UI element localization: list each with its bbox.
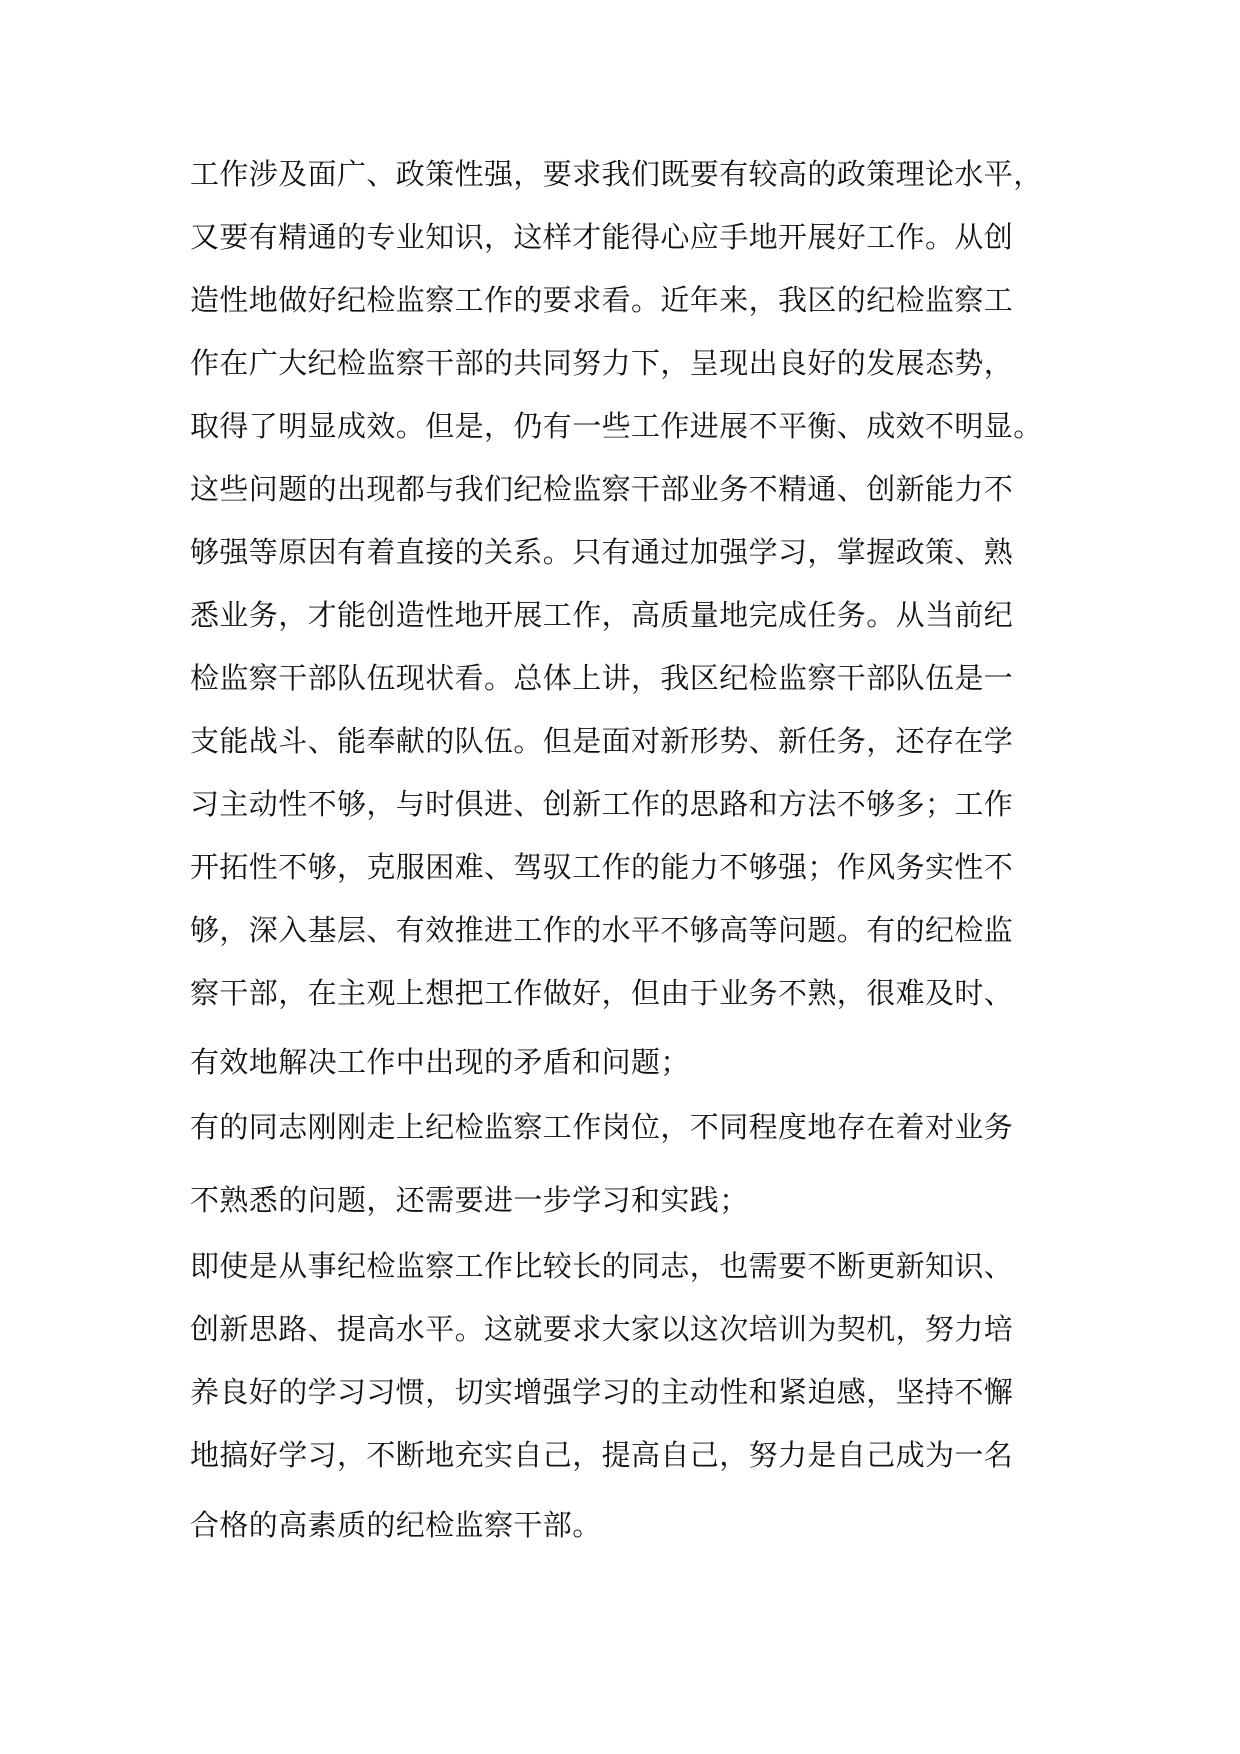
text-line-5: 取得了明显成效。但是，仍有一些工作进展不平衡、成效不明显。	[190, 409, 1043, 443]
text-line-13: 够，深入基层、有效推进工作的水平不够高等问题。有的纪检监	[190, 913, 1014, 947]
text-line-1: 工作涉及面广、政策性强，要求我们既要有较高的政策理论水平，	[190, 157, 1043, 191]
text-line-12: 开拓性不够，克服困难、驾驭工作的能力不够强；作风务实性不	[190, 850, 1014, 884]
text-line-8: 悉业务，才能创造性地开展工作，高质量地完成任务。从当前纪	[190, 598, 1014, 632]
text-line-18: 即使是从事纪检监察工作比较长的同志，也需要不断更新知识、	[190, 1249, 1014, 1283]
text-line-20: 养良好的学习习惯，切实增强学习的主动性和紧迫感，坚持不懈	[190, 1375, 1014, 1409]
text-line-14: 察干部，在主观上想把工作做好，但由于业务不熟，很难及时、	[190, 976, 1014, 1010]
text-line-16: 有的同志刚刚走上纪检监察工作岗位，不同程度地存在着对业务	[190, 1110, 1014, 1144]
text-line-15: 有效地解决工作中出现的矛盾和问题；	[190, 1045, 690, 1079]
text-line-17: 不熟悉的问题，还需要进一步学习和实践；	[190, 1183, 749, 1217]
text-line-22: 合格的高素质的纪检监察干部。	[190, 1508, 602, 1542]
text-line-21: 地搞好学习，不断地充实自己，提高自己，努力是自己成为一名	[190, 1438, 1014, 1472]
text-line-4: 作在广大纪检监察干部的共同努力下，呈现出良好的发展态势，	[190, 346, 1014, 380]
text-line-3: 造性地做好纪检监察工作的要求看。近年来，我区的纪检监察工	[190, 283, 1014, 317]
text-line-19: 创新思路、提高水平。这就要求大家以这次培训为契机，努力培	[190, 1312, 1014, 1346]
text-line-6: 这些问题的出现都与我们纪检监察干部业务不精通、创新能力不	[190, 472, 1014, 506]
text-line-7: 够强等原因有着直接的关系。只有通过加强学习，掌握政策、熟	[190, 535, 1014, 569]
text-line-2: 又要有精通的专业知识，这样才能得心应手地开展好工作。从创	[190, 220, 1014, 254]
text-line-10: 支能战斗、能奉献的队伍。但是面对新形势、新任务，还存在学	[190, 724, 1014, 758]
text-line-11: 习主动性不够，与时俱进、创新工作的思路和方法不够多；工作	[190, 787, 1014, 821]
text-line-9: 检监察干部队伍现状看。总体上讲，我区纪检监察干部队伍是一	[190, 661, 1014, 695]
